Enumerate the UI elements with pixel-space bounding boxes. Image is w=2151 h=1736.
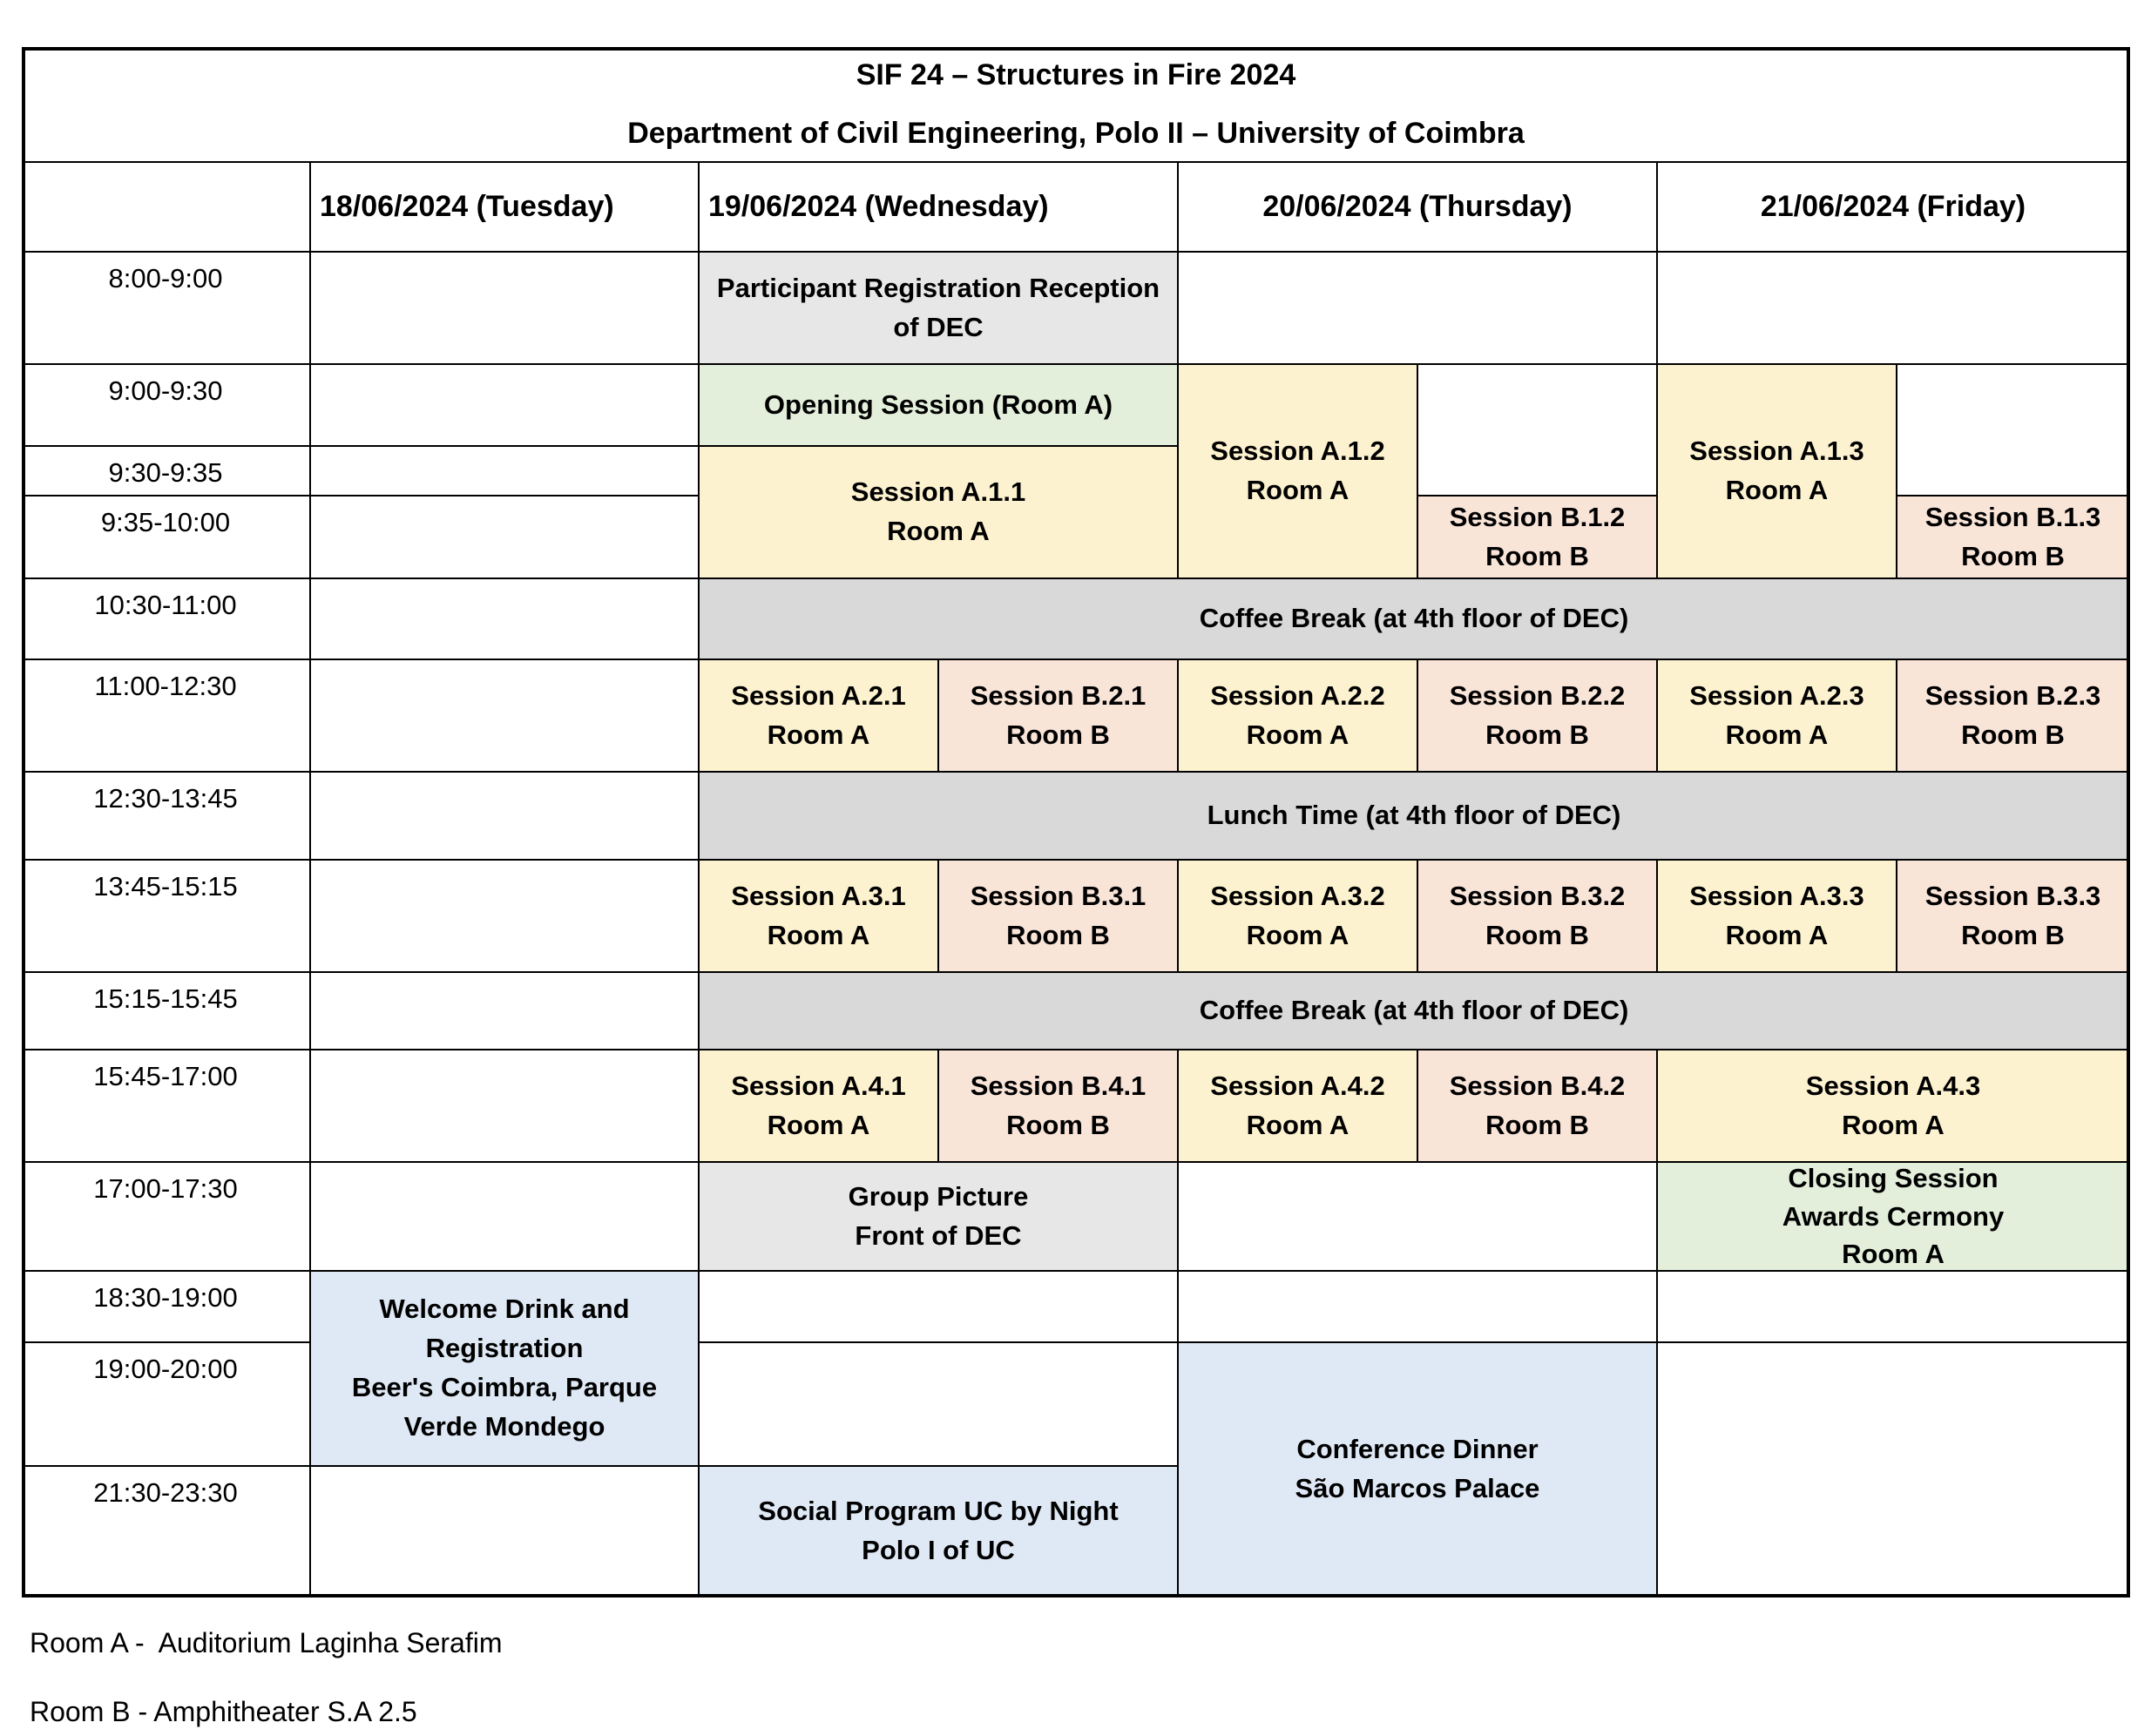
day-header-thursday: 20/06/2024 (Thursday) (1179, 163, 1658, 253)
empty-cell (1179, 1272, 1658, 1343)
session-a-4-3: Session A.4.3 Room A (1658, 1050, 2130, 1163)
group-picture-event: Group Picture Front of DEC (700, 1163, 1179, 1272)
time-slot: 11:00-12:30 (22, 660, 311, 773)
session-b-2-3: Session B.2.3 Room B (1897, 660, 2130, 773)
corner-cell (22, 163, 311, 253)
empty-cell (1658, 1343, 2130, 1598)
social-program-event: Social Program UC by Night Polo I of UC (700, 1467, 1179, 1598)
empty-cell (311, 973, 700, 1050)
empty-cell (700, 1272, 1179, 1343)
session-b-1-2: Session B.1.2 Room B (1418, 496, 1658, 579)
empty-cell (311, 1163, 700, 1272)
session-a-3-3: Session A.3.3 Room A (1658, 861, 1897, 973)
session-a-1-1: Session A.1.1 Room A (700, 447, 1179, 579)
schedule-subtitle: Department of Civil Engineering, Polo II – University of Coimbra (627, 116, 1525, 150)
registration-event: Participant Registration Reception of DEC (700, 253, 1179, 365)
legend-room-a: Room A - Auditorium Laginha Serafim (30, 1627, 503, 1658)
empty-cell (1179, 253, 1658, 365)
lunch-break: Lunch Time (at 4th floor of DEC) (700, 773, 2130, 861)
time-slot: 19:00-20:00 (22, 1343, 311, 1467)
session-b-2-1: Session B.2.1 Room B (939, 660, 1179, 773)
welcome-drink-event: Welcome Drink and Registration Beer's Coimbra, Parque Verde Mondego (311, 1272, 700, 1467)
time-slot: 18:30-19:00 (22, 1272, 311, 1343)
empty-cell (311, 253, 700, 365)
empty-cell (1418, 365, 1658, 496)
empty-cell (700, 1343, 1179, 1467)
session-b-3-3: Session B.3.3 Room B (1897, 861, 2130, 973)
session-a-3-1: Session A.3.1 Room A (700, 861, 939, 973)
session-b-3-2: Session B.3.2 Room B (1418, 861, 1658, 973)
empty-cell (311, 861, 700, 973)
time-slot: 21:30-23:30 (22, 1467, 311, 1598)
time-slot: 15:45-17:00 (22, 1050, 311, 1163)
session-b-4-1: Session B.4.1 Room B (939, 1050, 1179, 1163)
empty-cell (1658, 1272, 2130, 1343)
coffee-break-morning: Coffee Break (at 4th floor of DEC) (700, 579, 2130, 660)
closing-session-event: Closing Session Awards Cermony Room A (1658, 1163, 2130, 1272)
empty-cell (1179, 1163, 1658, 1272)
session-a-4-1: Session A.4.1 Room A (700, 1050, 939, 1163)
day-header-tuesday: 18/06/2024 (Tuesday) (311, 163, 700, 253)
session-b-2-2: Session B.2.2 Room B (1418, 660, 1658, 773)
session-a-1-3: Session A.1.3 Room A (1658, 365, 1897, 579)
day-header-wednesday: 19/06/2024 (Wednesday) (700, 163, 1179, 253)
schedule-header (22, 47, 2130, 163)
legend-room-b: Room B - Amphitheater S.A 2.5 (30, 1696, 417, 1727)
session-b-3-1: Session B.3.1 Room B (939, 861, 1179, 973)
empty-cell (311, 496, 700, 579)
empty-cell (311, 579, 700, 660)
empty-cell (311, 773, 700, 861)
time-slot: 17:00-17:30 (22, 1163, 311, 1272)
session-b-1-3: Session B.1.3 Room B (1897, 496, 2130, 579)
time-slot: 9:35-10:00 (22, 496, 311, 579)
session-b-4-2: Session B.4.2 Room B (1418, 1050, 1658, 1163)
session-a-2-3: Session A.2.3 Room A (1658, 660, 1897, 773)
empty-cell (311, 365, 700, 447)
session-a-1-2: Session A.1.2 Room A (1179, 365, 1418, 579)
empty-cell (311, 1050, 700, 1163)
time-slot: 9:30-9:35 (22, 447, 311, 496)
conference-dinner-event: Conference Dinner São Marcos Palace (1179, 1343, 1658, 1598)
empty-cell (311, 1467, 700, 1598)
coffee-break-afternoon: Coffee Break (at 4th floor of DEC) (700, 973, 2130, 1050)
schedule-table (22, 47, 2130, 1598)
time-slot: 9:00-9:30 (22, 365, 311, 447)
session-a-4-2: Session A.4.2 Room A (1179, 1050, 1418, 1163)
time-slot: 15:15-15:45 (22, 973, 311, 1050)
empty-cell (1897, 365, 2130, 496)
time-slot: 10:30-11:00 (22, 579, 311, 660)
day-header-friday: 21/06/2024 (Friday) (1658, 163, 2130, 253)
session-a-2-2: Session A.2.2 Room A (1179, 660, 1418, 773)
schedule-title: SIF 24 – Structures in Fire 2024 (856, 58, 1296, 92)
time-slot: 13:45-15:15 (22, 861, 311, 973)
opening-session-event: Opening Session (Room A) (700, 365, 1179, 447)
time-slot: 8:00-9:00 (22, 253, 311, 365)
empty-cell (1658, 253, 2130, 365)
empty-cell (311, 447, 700, 496)
time-slot: 12:30-13:45 (22, 773, 311, 861)
session-a-2-1: Session A.2.1 Room A (700, 660, 939, 773)
empty-cell (311, 660, 700, 773)
session-a-3-2: Session A.3.2 Room A (1179, 861, 1418, 973)
